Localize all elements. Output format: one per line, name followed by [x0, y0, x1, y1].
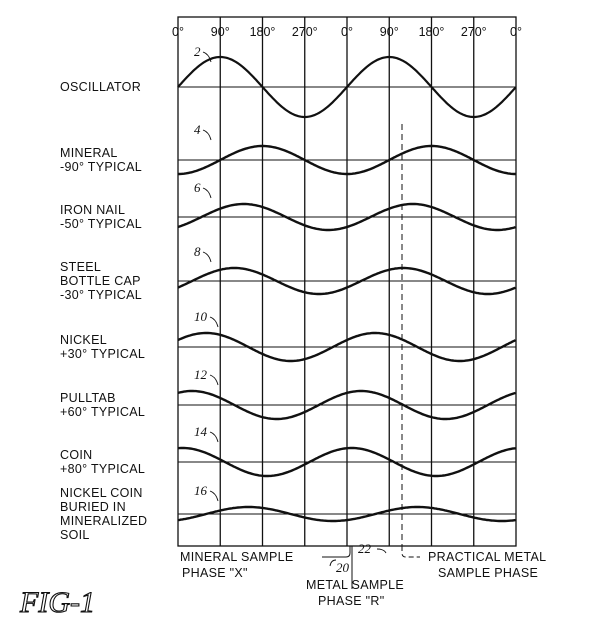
row-label-line: NICKEL COIN — [60, 486, 143, 500]
reference-hook — [203, 188, 211, 198]
reference-numeral: 6 — [194, 180, 201, 195]
row-label-line: NICKEL — [60, 333, 107, 347]
row-labels — [60, 80, 147, 542]
phase-tick-label: 90° — [210, 25, 230, 39]
reference-numeral: 14 — [194, 424, 207, 439]
row-label-line: BOTTLE CAP — [60, 274, 141, 288]
phase-tick-labels — [172, 25, 522, 39]
row-label-line: STEEL — [60, 260, 102, 274]
reference-hook — [210, 375, 218, 385]
phase-tick-label: 270° — [291, 25, 318, 39]
row-label-line: +60° TYPICAL — [60, 405, 146, 419]
metal-sample-label-2: PHASE "R" — [318, 594, 385, 608]
phase-tick-label: 180° — [249, 25, 276, 39]
reference-numeral: 12 — [194, 367, 207, 382]
phase-tick-label: 180° — [418, 25, 445, 39]
reference-hook — [210, 491, 218, 501]
reference-numeral: 4 — [194, 122, 201, 137]
mineral-sample-leader — [322, 546, 350, 557]
row-label-line: MINERAL — [60, 146, 118, 160]
row-label-line: IRON NAIL — [60, 203, 126, 217]
phase-tick-label: 0° — [172, 25, 184, 39]
row-label-line: -30° TYPICAL — [60, 288, 143, 302]
row-label-line: COIN — [60, 448, 93, 462]
reference-numeral: 8 — [194, 244, 201, 259]
metal-sample-label-1: METAL SAMPLE — [306, 578, 405, 592]
row-label-line: PULLTAB — [60, 391, 116, 405]
phase-tick-label: 270° — [460, 25, 487, 39]
phase-tick-label: 0° — [510, 25, 522, 39]
reference-numeral: 16 — [194, 483, 207, 498]
mineral-sample-label-1: MINERAL SAMPLE — [180, 550, 294, 564]
row-label-line: MINERALIZED — [60, 514, 148, 528]
reference-hook — [203, 252, 211, 262]
phase-tick-label: 0° — [341, 25, 353, 39]
reference-hook — [203, 130, 211, 140]
reference-numeral: 10 — [194, 309, 207, 324]
mineral-ref-numeral: 20 — [336, 560, 349, 575]
reference-hook — [210, 317, 218, 327]
row-label-line: -90° TYPICAL — [60, 160, 143, 174]
practical-ref-numeral: 22 — [358, 541, 371, 556]
mineral-sample-label-2: PHASE "X" — [182, 566, 248, 580]
callouts — [180, 541, 546, 608]
row-label-line: OSCILLATOR — [60, 80, 142, 94]
practical-metal-label-1: PRACTICAL METAL — [428, 550, 547, 564]
reference-numeral: 2 — [194, 44, 201, 59]
row-label-line: -50° TYPICAL — [60, 217, 143, 231]
row-label-line: SOIL — [60, 528, 90, 542]
reference-hook — [210, 432, 218, 442]
practical-metal-label-2: SAMPLE PHASE — [438, 566, 539, 580]
practical-ref-hook — [377, 549, 386, 553]
row-label-line: +30° TYPICAL — [60, 347, 146, 361]
phase-tick-label: 90° — [379, 25, 399, 39]
figure-caption: FIG-1 — [20, 586, 95, 619]
row-label-line: BURIED IN — [60, 500, 126, 514]
practical-metal-leader — [402, 546, 420, 557]
row-label-line: +80° TYPICAL — [60, 462, 146, 476]
